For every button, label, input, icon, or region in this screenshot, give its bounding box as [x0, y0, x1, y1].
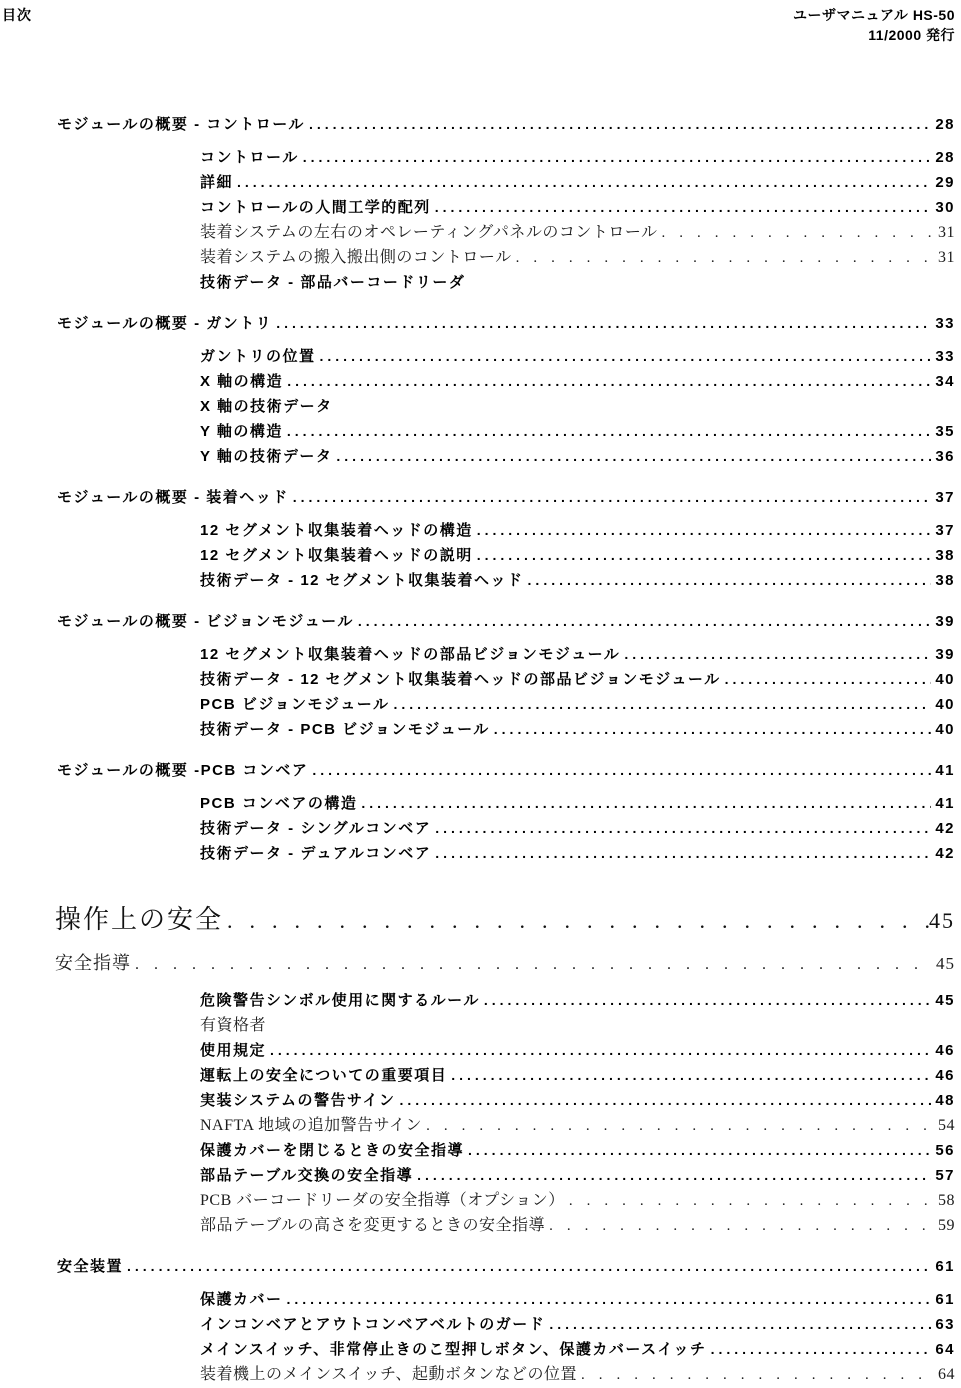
dot-leader — [422, 1113, 931, 1139]
toc-entry-label: 技術データ - 部品バーコードリーダ — [200, 274, 466, 291]
toc-entry-page: 34 — [935, 373, 955, 390]
toc-entry — [200, 1337, 955, 1362]
toc-entry — [200, 1287, 955, 1312]
toc-entry-page: 41 — [935, 762, 955, 779]
toc-entry — [200, 717, 955, 742]
toc-entry-page: 31 — [938, 224, 955, 241]
toc-entry — [200, 145, 955, 170]
toc-entry-page: 57 — [935, 1167, 955, 1184]
toc-entry-page: 64 — [935, 1341, 955, 1358]
dot-leader — [447, 1063, 931, 1088]
toc-entry-page: 28 — [935, 116, 955, 133]
header-manual-name: ユーザマニュアル HS-50 — [792, 7, 955, 23]
toc-entry-label: 実装システムの警告サイン — [200, 1092, 396, 1109]
dot-leader — [289, 485, 931, 510]
dot-leader — [123, 1254, 931, 1279]
toc-entry-label: コントロール — [200, 149, 299, 166]
toc-entry-label: 詳細 — [200, 174, 234, 191]
toc-entry-label: ガントリの位置 — [200, 348, 316, 365]
toc-entry-label: 装着機上のメインスイッチ、起動ボタンなどの位置 — [200, 1366, 577, 1383]
toc-list — [0, 51, 961, 1387]
toc-entry-page: 58 — [938, 1192, 955, 1209]
toc-entry-page: 39 — [935, 613, 955, 630]
toc-entry-page: 38 — [935, 572, 955, 589]
dot-leader — [490, 717, 931, 742]
dot-leader — [357, 791, 931, 816]
toc-entry-label: 使用規定 — [200, 1042, 267, 1059]
toc-entry-label: PCB ビジョンモジュール — [200, 696, 390, 713]
dot-leader — [524, 568, 931, 593]
toc-entry — [200, 1138, 955, 1163]
toc-entry-label: 技術データ - 12 セグメント収集装着ヘッド — [200, 572, 524, 589]
toc-entry-label: Y 軸の構造 — [200, 423, 283, 440]
toc-entry-label: モジュールの概要 -PCB コンベア — [57, 762, 309, 779]
toc-entry — [200, 170, 955, 195]
toc-entry-label: 安全装置 — [57, 1258, 124, 1275]
toc-entry — [200, 1013, 955, 1038]
toc-entry-label: 技術データ - PCB ビジョンモジュール — [200, 721, 490, 738]
toc-entry-page: 42 — [935, 820, 955, 837]
toc-entry-label: モジュールの概要 - ビジョンモジュール — [57, 613, 354, 630]
dot-leader — [354, 609, 931, 634]
toc-entry-page: 39 — [935, 646, 955, 663]
toc-entry — [55, 900, 955, 940]
dot-leader — [283, 369, 931, 394]
toc-entry — [200, 1063, 955, 1088]
toc-entry — [200, 642, 955, 667]
dot-leader — [658, 220, 931, 246]
dot-leader — [480, 988, 931, 1013]
toc-entry — [200, 1312, 955, 1337]
toc-entry-page: 63 — [935, 1316, 955, 1333]
toc-entry-label: PCB コンベアの構造 — [200, 795, 358, 812]
toc-entry — [200, 444, 955, 469]
toc-entry — [200, 841, 955, 866]
toc-entry — [57, 485, 955, 510]
toc-entry — [200, 1088, 955, 1113]
toc-entry — [200, 1188, 955, 1213]
toc-entry-page: 48 — [935, 1092, 955, 1109]
dot-leader — [464, 1138, 931, 1163]
toc-entry — [200, 369, 955, 394]
page-header — [0, 0, 961, 51]
toc-entry — [200, 1362, 955, 1387]
toc-entry-label: 操作上の安全 — [55, 905, 224, 934]
toc-entry-label: 有資格者 — [200, 1017, 267, 1034]
toc-entry — [200, 245, 955, 270]
dot-leader — [620, 642, 931, 667]
toc-entry-page: 46 — [935, 1042, 955, 1059]
toc-entry-label: 装着システムの左右のオペレーティングパネルのコントロール — [200, 224, 658, 241]
dot-leader — [721, 667, 931, 692]
toc-entry-page: 45 — [929, 908, 955, 933]
toc-entry-page: 40 — [935, 696, 955, 713]
dot-leader — [565, 1188, 931, 1214]
toc-entry-page: 46 — [935, 1067, 955, 1084]
toc-entry — [57, 112, 955, 137]
toc-entry — [57, 311, 955, 336]
toc-entry — [200, 543, 955, 568]
toc-entry — [200, 394, 955, 419]
toc-entry-label: 安全指導 — [55, 953, 131, 973]
toc-entry-label: インコンベアとアウトコンベアベルトのガード — [200, 1316, 546, 1333]
toc-entry-page: 41 — [935, 795, 955, 812]
dot-leader — [308, 758, 931, 783]
toc-entry-page: 42 — [935, 845, 955, 862]
toc-entry-page: 31 — [938, 249, 955, 266]
toc-entry — [200, 1113, 955, 1138]
dot-leader — [431, 195, 931, 220]
toc-entry-label: NAFTA 地域の追加警告サイン — [200, 1117, 423, 1134]
toc-entry-page: 29 — [935, 174, 955, 191]
dot-leader — [316, 344, 931, 369]
toc-entry-page: 56 — [935, 1142, 955, 1159]
toc-entry — [200, 988, 955, 1013]
toc-entry — [200, 692, 955, 717]
toc-entry — [57, 1254, 955, 1279]
dot-leader — [512, 245, 931, 271]
toc-entry-label: コントロールの人間工学的配列 — [200, 199, 431, 216]
toc-entry-page: 28 — [935, 149, 955, 166]
toc-entry — [200, 1163, 955, 1188]
toc-entry-label: PCB バーコードリーダの安全指導（オプション） — [200, 1192, 565, 1209]
dot-leader — [266, 1038, 931, 1063]
toc-entry-page: 37 — [935, 522, 955, 539]
dot-leader — [389, 692, 931, 717]
toc-entry-label: 12 セグメント収集装着ヘッドの説明 — [200, 547, 473, 564]
dot-leader — [272, 311, 931, 336]
toc-entry-page: 30 — [935, 199, 955, 216]
toc-entry-label: 危険警告シンボル使用に関するルール — [200, 992, 480, 1009]
dot-leader — [577, 1362, 931, 1388]
toc-entry — [200, 344, 955, 369]
toc-entry-label: 12 セグメント収集装着ヘッドの部品ビジョンモジュール — [200, 646, 621, 663]
toc-entry-page: 35 — [935, 423, 955, 440]
dot-leader — [707, 1337, 931, 1362]
toc-entry — [200, 667, 955, 692]
toc-entry-page: 61 — [935, 1258, 955, 1275]
toc-entry-page: 54 — [938, 1117, 955, 1134]
toc-entry-label: 装着システムの搬入搬出側のコントロール — [200, 249, 512, 266]
toc-entry-label: モジュールの概要 - ガントリ — [57, 315, 273, 332]
toc-entry-page: 36 — [935, 448, 955, 465]
dot-leader — [305, 112, 931, 137]
toc-entry-label: 部品テーブルの高さを変更するときの安全指導 — [200, 1217, 546, 1234]
dot-leader — [545, 1312, 931, 1337]
toc-entry-label: 技術データ - デュアルコンベア — [200, 845, 432, 862]
dot-leader — [299, 145, 931, 170]
toc-entry-label: X 軸の構造 — [200, 373, 284, 390]
header-page-title: 目次 — [2, 7, 32, 23]
toc-entry — [55, 948, 955, 978]
dot-leader — [473, 518, 931, 543]
toc-entry-label: メインスイッチ、非常停止きのこ型押しボタン、保護カバースイッチ — [200, 1341, 707, 1358]
dot-leader — [413, 1163, 931, 1188]
toc-entry-label: 12 セグメント収集装着ヘッドの構造 — [200, 522, 473, 539]
toc-entry — [200, 816, 955, 841]
toc-entry-page: 40 — [935, 671, 955, 688]
dot-leader — [473, 543, 931, 568]
toc-entry-label: 技術データ - 12 セグメント収集装着ヘッドの部品ビジョンモジュール — [200, 671, 721, 688]
toc-entry-page: 45 — [935, 992, 955, 1009]
toc-entry-label: モジュールの概要 - コントロール — [57, 116, 305, 133]
toc-entry-page: 37 — [935, 489, 955, 506]
dot-leader — [332, 444, 931, 469]
toc-entry-page: 33 — [935, 348, 955, 365]
dot-leader — [223, 900, 929, 941]
toc-entry-label: 保護カバー — [200, 1291, 283, 1308]
toc-entry — [200, 791, 955, 816]
dot-leader — [431, 816, 931, 841]
toc-entry — [57, 609, 955, 634]
toc-entry-label: 技術データ - シングルコンベア — [200, 820, 432, 837]
dot-leader — [431, 841, 931, 866]
dot-leader — [545, 1213, 931, 1239]
toc-entry — [200, 270, 955, 295]
toc-entry-page: 59 — [938, 1217, 955, 1234]
toc-entry — [200, 220, 955, 245]
dot-leader — [131, 948, 931, 980]
toc-entry-label: 運転上の安全についての重要項目 — [200, 1067, 448, 1084]
toc-entry — [200, 195, 955, 220]
toc-entry-label: 保護カバーを閉じるときの安全指導 — [200, 1142, 465, 1159]
dot-leader — [395, 1088, 931, 1113]
toc-entry-label: X 軸の技術データ — [200, 398, 333, 415]
toc-entry-label: モジュールの概要 - 装着ヘッド — [57, 489, 289, 506]
toc-entry — [57, 758, 955, 783]
toc-entry — [200, 1213, 955, 1238]
toc-entry-page: 61 — [935, 1291, 955, 1308]
toc-entry-page: 33 — [935, 315, 955, 332]
header-manual-info — [793, 5, 955, 45]
toc-entry-page: 38 — [935, 547, 955, 564]
toc-entry — [200, 568, 955, 593]
toc-entry — [200, 1038, 955, 1063]
toc-entry-label: 部品テーブル交換の安全指導 — [200, 1167, 414, 1184]
toc-entry — [200, 518, 955, 543]
toc-entry-page: 45 — [936, 954, 955, 973]
toc-entry-page: 64 — [938, 1366, 955, 1383]
toc-entry — [200, 419, 955, 444]
header-issue-date: 11/2000 発行 — [868, 27, 955, 43]
dot-leader — [283, 1287, 931, 1312]
toc-entry-label: Y 軸の技術データ — [200, 448, 333, 465]
dot-leader — [233, 170, 931, 195]
dot-leader — [283, 419, 931, 444]
toc-entry-page: 40 — [935, 721, 955, 738]
